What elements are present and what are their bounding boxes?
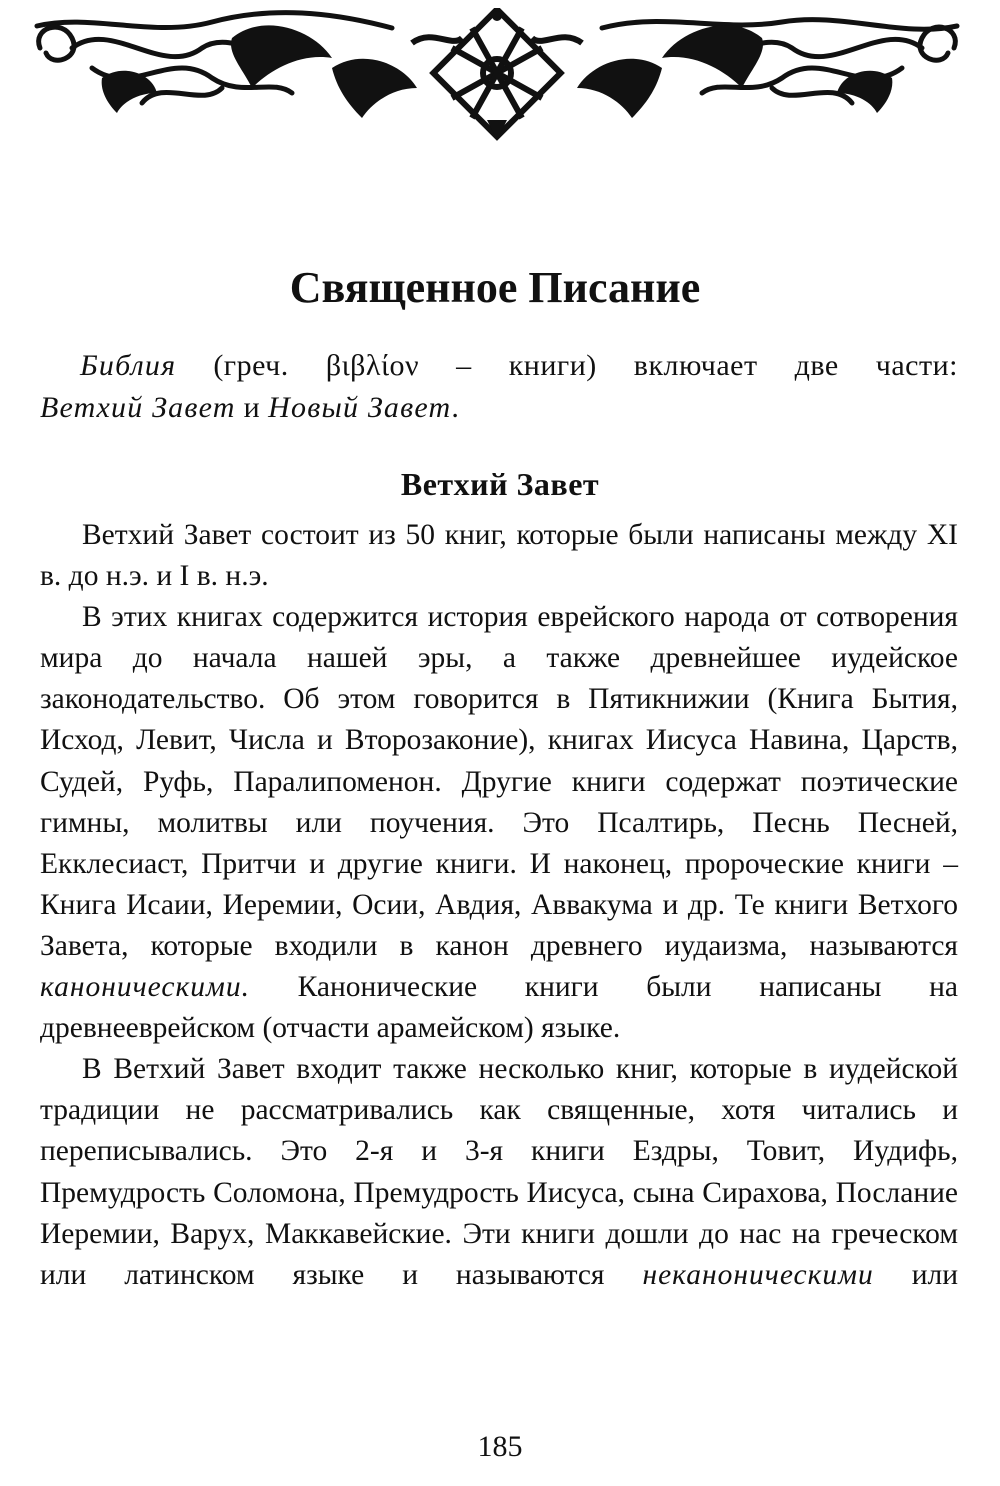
intro-greek: (греч. βιβλίον – книги) включает две части:: [176, 349, 958, 382]
intro-and: и: [235, 391, 269, 424]
paragraph-3-text-b: или: [873, 1258, 958, 1291]
intro-line-1: [40, 345, 958, 387]
paragraph-2: [40, 597, 958, 1049]
section-title: Ветхий Завет: [400, 466, 600, 502]
header-ornament: [32, 8, 962, 143]
page-number: 185: [477, 1430, 523, 1463]
section-body: [40, 515, 958, 1296]
intro-paragraph: [40, 345, 958, 429]
paragraph-3: [40, 1049, 958, 1296]
paragraph-2-text-a: В этих книгах содержится история еврейского народа от сотворения мира до начала нашей эры, а также древнейшее иудейское законодательство. Об этом говорится в Пятикнижии (Книга Бытия, Исход, Левит, Числа и Второзаконие), книгах Иисуса Навина, Царств, Судей, Руфь, Паралипоменон. Другие книги содержат поэтические гимны, молитвы или поучения. Это Псалтирь, Песнь Песней, Екклесиаст, Притчи и другие книги. И наконец, пророческие книги – Книга Исаии, Иеремии, Осии, Авдия, Аввакума и др. Те книги Ветхого Завета, которые входили в канон древнего иудаизма, называются: [40, 601, 958, 962]
term-canonical: каноническими.: [40, 971, 250, 1004]
term-bible: Библия: [80, 349, 177, 382]
term-old-testament: Ветхий Завет: [40, 391, 236, 424]
paragraph-2-text-b: Канонические книги были написаны на древнееврейском (отчасти арамейском) языке.: [40, 971, 958, 1045]
paragraph-3-text-a: В Ветхий Завет входит также несколько книг, которые в иудейской традиции не рассматривались как священные, хотя читались и переписывались. Это 2-я и 3-я книги Ездры, Товит, Иудифь, Премудрость Соломона, Премудрость Иисуса, сына Сирахова, Послание Иеремии, Варух, Маккавейские. Эти книги дошли до нас на греческом или латинском языке и называются: [40, 1053, 958, 1291]
page-title: Священное Писание: [289, 263, 701, 312]
paragraph-1: Ветхий Завет состоит из 50 книг, которые были написаны между XI в. до н.э. и I в. н.э.: [40, 519, 958, 593]
term-new-testament: Новый Завет: [268, 391, 452, 424]
intro-end: .: [451, 391, 460, 424]
term-noncanonical: неканоническими: [642, 1258, 874, 1291]
